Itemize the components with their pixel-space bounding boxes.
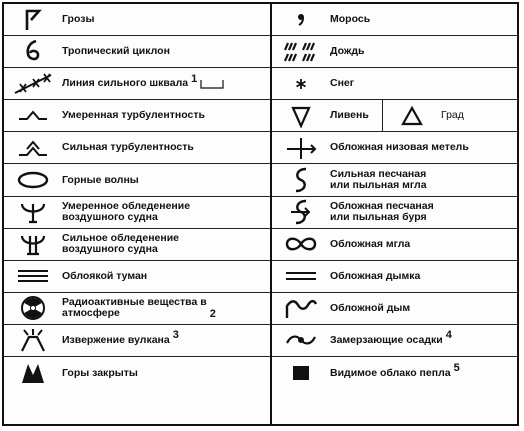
legend-row bbox=[4, 100, 270, 132]
sandstorm-icon bbox=[272, 197, 330, 228]
shower-cell bbox=[272, 100, 383, 131]
legend-label: Обложная дымка bbox=[330, 269, 421, 282]
widespread-fog-icon bbox=[4, 261, 62, 292]
drizzle-icon bbox=[272, 4, 330, 35]
legend-row bbox=[4, 132, 270, 164]
thunderstorm-icon bbox=[4, 4, 62, 35]
hail-icon bbox=[383, 100, 441, 131]
legend-label: Морось bbox=[330, 13, 371, 26]
legend-label: Дождь bbox=[330, 45, 365, 58]
legend-label: Ливень bbox=[330, 109, 369, 122]
legend-label: Линия сильного шквала bbox=[62, 77, 189, 90]
legend-label: Сильная турбулентность bbox=[62, 141, 194, 154]
widespread-mist-icon bbox=[272, 261, 330, 292]
legend-label: Обложная мгла bbox=[330, 237, 411, 250]
radioactive-icon bbox=[4, 293, 62, 324]
legend-row bbox=[4, 229, 270, 261]
bracket-icon bbox=[197, 74, 227, 94]
legend-label: Облоякой туман bbox=[62, 269, 148, 282]
legend-label: Видимое облако пепла bbox=[330, 366, 451, 379]
legend-label: Извержение вулкана bbox=[62, 333, 170, 346]
legend-row bbox=[4, 293, 270, 325]
shower-icon bbox=[272, 100, 330, 131]
volcanic-eruption-icon bbox=[4, 325, 62, 356]
mountains-obscured-icon bbox=[4, 357, 62, 389]
right-column bbox=[272, 4, 517, 424]
left-column bbox=[4, 4, 272, 424]
rain-icon bbox=[272, 36, 330, 67]
legend-row bbox=[4, 68, 270, 100]
legend-row bbox=[4, 325, 270, 357]
legend-row bbox=[272, 357, 517, 389]
hail-cell bbox=[383, 100, 517, 131]
footnote-marker: 3 bbox=[172, 329, 179, 342]
legend-row bbox=[272, 36, 517, 68]
legend-label: Обложная песчаная или пыльная буря bbox=[330, 200, 434, 224]
moderate-turbulence-icon bbox=[4, 100, 62, 131]
legend-row bbox=[272, 197, 517, 229]
legend-row bbox=[272, 100, 517, 132]
widespread-smoke-icon bbox=[272, 293, 330, 324]
legend-label: Радиоактивные вещества в атмосфере bbox=[62, 296, 207, 320]
legend-row bbox=[272, 229, 517, 261]
legend-row bbox=[272, 4, 517, 36]
weather-symbols-legend bbox=[2, 2, 519, 426]
legend-label: Горы закрыты bbox=[62, 366, 138, 379]
legend-row bbox=[272, 261, 517, 293]
severe-turbulence-icon bbox=[4, 132, 62, 163]
legend-label: Обложная низовая метель bbox=[330, 141, 469, 154]
legend-label: Сильная песчаная или пыльная мгла bbox=[330, 168, 427, 192]
legend-label: Умеренная турбулентность bbox=[62, 109, 205, 122]
legend-label: Умеренное обледенение воздушного судна bbox=[62, 200, 191, 224]
legend-row bbox=[272, 164, 517, 196]
legend-row bbox=[272, 293, 517, 325]
legend-label: Горные волны bbox=[62, 173, 139, 186]
footnote-marker: 2 bbox=[209, 308, 216, 321]
legend-label: Тропический циклон bbox=[62, 45, 170, 58]
moderate-icing-icon bbox=[4, 197, 62, 228]
footnote-marker: 4 bbox=[445, 329, 452, 342]
snow-icon bbox=[272, 68, 330, 99]
legend-row bbox=[4, 261, 270, 293]
legend-label: Град bbox=[441, 109, 464, 122]
footnote-marker: 1 bbox=[191, 72, 198, 85]
legend-label: Сильное обледенение воздушного судна bbox=[62, 232, 180, 256]
legend-row bbox=[272, 68, 517, 100]
legend-label: Снег bbox=[330, 77, 355, 90]
legend-label: Замерзающие осадки bbox=[330, 333, 443, 346]
footnote-marker: 5 bbox=[453, 362, 460, 375]
legend-label: Обложной дым bbox=[330, 301, 411, 314]
legend-row bbox=[4, 197, 270, 229]
legend-row bbox=[4, 4, 270, 36]
legend-row bbox=[272, 132, 517, 164]
mountain-waves-icon bbox=[4, 164, 62, 195]
legend-row bbox=[4, 357, 270, 389]
severe-icing-icon bbox=[4, 229, 62, 260]
tropical-cyclone-icon bbox=[4, 36, 62, 67]
legend-row bbox=[4, 164, 270, 196]
freezing-precipitation-icon bbox=[272, 325, 330, 356]
severe-sand-haze-icon bbox=[272, 164, 330, 195]
legend-label: Грозы bbox=[62, 13, 95, 26]
visible-ash-cloud-icon bbox=[272, 357, 330, 389]
squall-line-icon bbox=[4, 68, 62, 99]
widespread-blowing-snow-icon bbox=[272, 132, 330, 163]
legend-row bbox=[4, 36, 270, 68]
widespread-haze-icon bbox=[272, 229, 330, 260]
legend-row bbox=[272, 325, 517, 357]
